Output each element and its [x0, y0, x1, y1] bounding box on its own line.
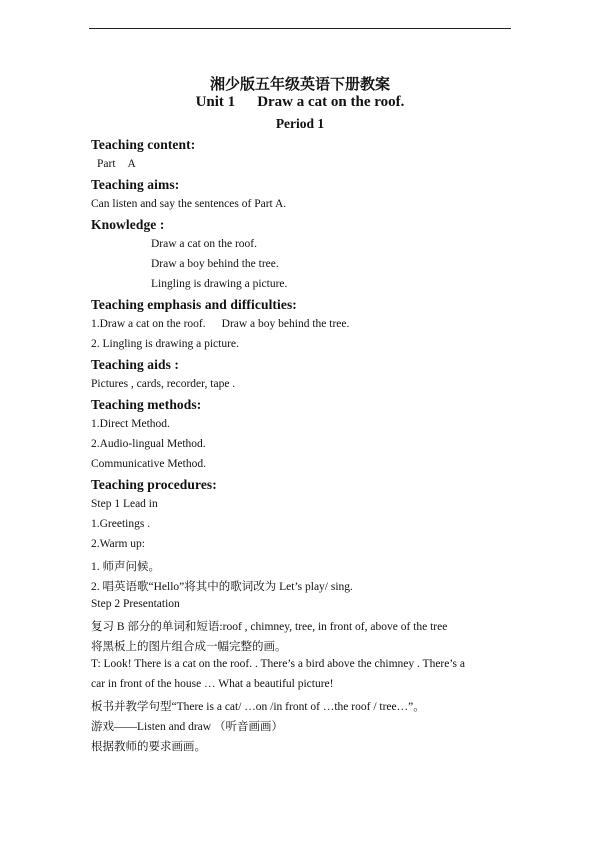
- aids-text: Pictures , cards, recorder, tape .: [91, 378, 236, 390]
- procedure-line: 2. 唱英语歌“Hello”将其中的歌词改为 Let’s play/ sing.: [91, 581, 353, 593]
- emphasis-item-1b: Draw a boy behind the tree.: [221, 318, 350, 330]
- procedure-line: 游戏——Listen and draw （听音画画）: [91, 721, 283, 733]
- emphasis-item-1: [91, 318, 349, 330]
- document-title: 湘少版五年级英语下册教案: [209, 77, 390, 93]
- method-item: 1.Direct Method.: [91, 418, 170, 430]
- teaching-content-part: Part: [97, 158, 116, 170]
- procedure-line: Step 1 Lead in: [91, 498, 158, 510]
- procedure-line: Step 2 Presentation: [91, 598, 180, 610]
- procedure-line: 将黑板上的图片组合成一幅完整的画。: [91, 641, 287, 653]
- teaching-content-heading: Teaching content:: [91, 137, 196, 152]
- teaching-content-text: [97, 158, 136, 170]
- emphasis-heading: Teaching emphasis and difficulties:: [91, 297, 297, 312]
- procedure-line: 复习 B 部分的单词和短语:roof , chimney, tree, in front of, above of the tree: [91, 621, 448, 633]
- method-item: 2.Audio-lingual Method.: [91, 438, 206, 450]
- procedure-line: 1. 师声问候。: [91, 561, 160, 573]
- methods-heading: Teaching methods:: [91, 397, 202, 412]
- unit-title: [0, 94, 600, 111]
- procedure-line: 1.Greetings .: [91, 518, 151, 530]
- knowledge-item: Lingling is drawing a picture.: [151, 278, 288, 290]
- procedure-line: T: Look! There is a cat on the roof. . There’s a bird above the chimney . There’s a: [91, 658, 466, 670]
- emphasis-item-2: 2. Lingling is drawing a picture.: [91, 338, 239, 350]
- knowledge-item: Draw a boy behind the tree.: [151, 258, 279, 270]
- procedure-line: 2.Warm up:: [91, 538, 146, 550]
- knowledge-heading: Knowledge :: [91, 217, 165, 232]
- emphasis-item-1a: 1.Draw a cat on the roof.: [91, 318, 206, 330]
- procedure-line: 根据教师的要求画画。: [91, 741, 206, 753]
- procedure-line: 板书并教学句型“There is a cat/ …on /in front of …the roof / tree…”。: [91, 701, 425, 713]
- aids-heading: Teaching aids :: [91, 357, 180, 372]
- teaching-aims-text: Can listen and say the sentences of Part A.: [91, 198, 287, 210]
- period-title: Period 1: [275, 116, 325, 131]
- unit-name: Draw a cat on the roof.: [257, 94, 405, 110]
- knowledge-item: Draw a cat on the roof.: [151, 238, 258, 250]
- teaching-content-letter: A: [127, 158, 136, 170]
- procedures-heading: Teaching procedures:: [91, 477, 217, 492]
- method-item: Communicative Method.: [91, 458, 206, 470]
- header-rule: [89, 28, 511, 29]
- teaching-aims-heading: Teaching aims:: [91, 177, 180, 192]
- procedure-line: car in front of the house … What a beautiful picture!: [91, 678, 334, 690]
- unit-number: Unit 1: [195, 94, 236, 110]
